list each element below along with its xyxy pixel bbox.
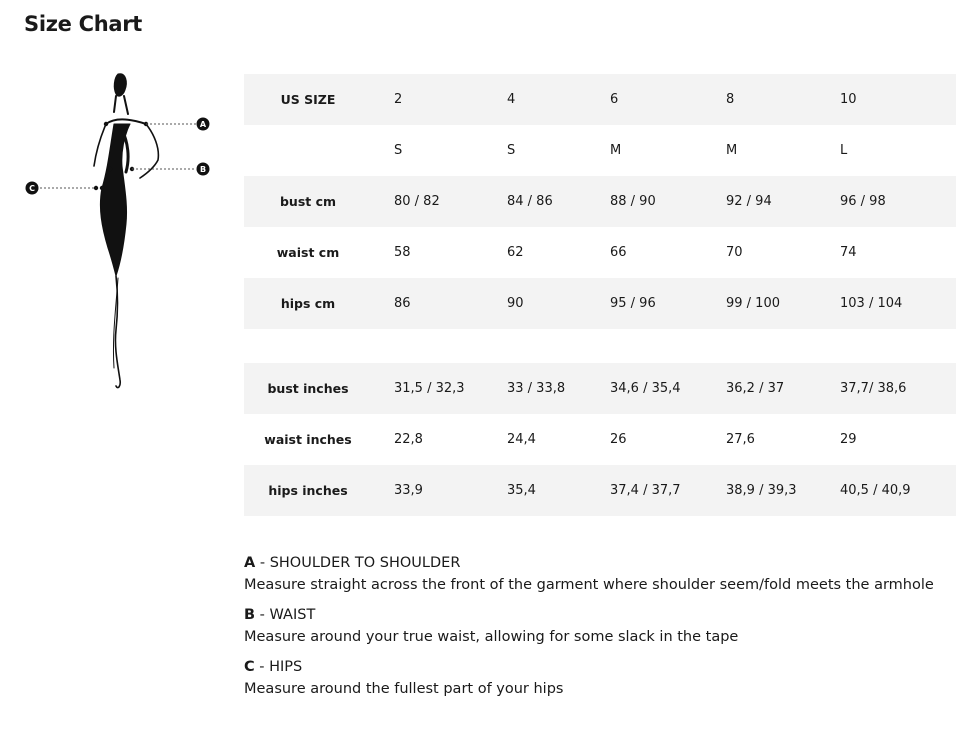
table-cell: 88 / 90 [588,176,704,227]
marker-c-label: C [29,184,35,193]
table-cell: 103 / 104 [818,278,956,329]
table-cell: 96 / 98 [818,176,956,227]
fashion-figure-sketch [18,68,228,398]
table-cell: 86 [372,278,485,329]
note-description: Measure straight across the front of the garment where shoulder seem/fold meets the armhole [244,577,934,593]
table-cell: S [507,143,516,158]
marker-a-label: A [199,120,207,129]
note-description: Measure around the fullest part of your hips [244,681,564,697]
marker-b-label: B [199,165,207,174]
note-letter: A [244,555,256,571]
table-row-waist-inches [244,414,956,465]
note-separator: - [254,659,270,675]
table-cell: 92 / 94 [704,176,818,227]
note-waist [244,604,944,648]
row-label: waist cm [276,245,340,260]
marker-b [197,163,210,176]
table-cell: 95 / 96 [588,278,704,329]
table-row-bust-cm [244,176,956,227]
note-title: SHOULDER TO SHOULDER [269,555,461,571]
note-shoulder [244,552,944,596]
header-size-2: 2 [372,74,485,125]
table-cell: 90 [485,278,588,329]
row-label: bust inches [244,363,372,414]
size-table [244,74,956,516]
body-measurement-illustration [18,68,228,398]
table-cell: 35,4 [485,465,588,516]
table-cell: 84 / 86 [485,176,588,227]
marker-a [197,118,210,131]
table-row-waist-cm [244,227,956,278]
table-cell: 70 [726,245,743,260]
header-us-size: US SIZE [244,74,372,125]
table-cell: 66 [610,245,627,260]
table-cell: 33 / 33,8 [485,363,588,414]
row-label: bust cm [244,176,372,227]
table-row-hips-inches [244,465,956,516]
table-cell: 24,4 [507,432,536,447]
letter-size-row [244,125,956,176]
table-cell: 37,4 / 37,7 [588,465,704,516]
table-header-row [244,74,956,125]
letter-size-label [244,125,372,176]
table-cell: L [840,143,848,158]
table-spacer [244,329,956,363]
table-cell: 27,6 [726,432,755,447]
table-cell: 26 [610,432,627,447]
table-cell: 40,5 / 40,9 [818,465,956,516]
table-cell: 29 [840,432,857,447]
note-separator: - [255,607,270,623]
marker-c [26,182,39,195]
row-label: hips cm [244,278,372,329]
table-cell: 80 / 82 [372,176,485,227]
table-cell: 99 / 100 [704,278,818,329]
table-cell: M [610,143,622,158]
table-cell: 58 [394,245,411,260]
header-size-10: 10 [818,74,956,125]
note-description: Measure around your true waist, allowing for some slack in the tape [244,629,739,645]
page-title: Size Chart [24,12,143,36]
header-size-4: 4 [485,74,588,125]
header-size-6: 6 [588,74,704,125]
note-separator: - [255,555,270,571]
measurement-notes [244,552,944,708]
table-cell: 34,6 / 35,4 [588,363,704,414]
note-title: WAIST [269,607,316,623]
note-letter: C [244,659,255,675]
note-letter: B [244,607,256,623]
table-row-hips-cm [244,278,956,329]
note-title: HIPS [269,659,303,675]
table-cell: 31,5 / 32,3 [372,363,485,414]
table-cell: 74 [840,245,857,260]
table-cell: S [394,143,403,158]
note-hips [244,656,944,700]
header-size-8: 8 [704,74,818,125]
table-cell: 22,8 [394,432,423,447]
table-cell: M [726,143,738,158]
row-label: waist inches [264,432,352,447]
row-label: hips inches [244,465,372,516]
table-cell: 37,7/ 38,6 [818,363,956,414]
table-row-bust-inches [244,363,956,414]
table-cell: 62 [507,245,524,260]
table-cell: 36,2 / 37 [704,363,818,414]
table-cell: 38,9 / 39,3 [704,465,818,516]
table-cell: 33,9 [372,465,485,516]
